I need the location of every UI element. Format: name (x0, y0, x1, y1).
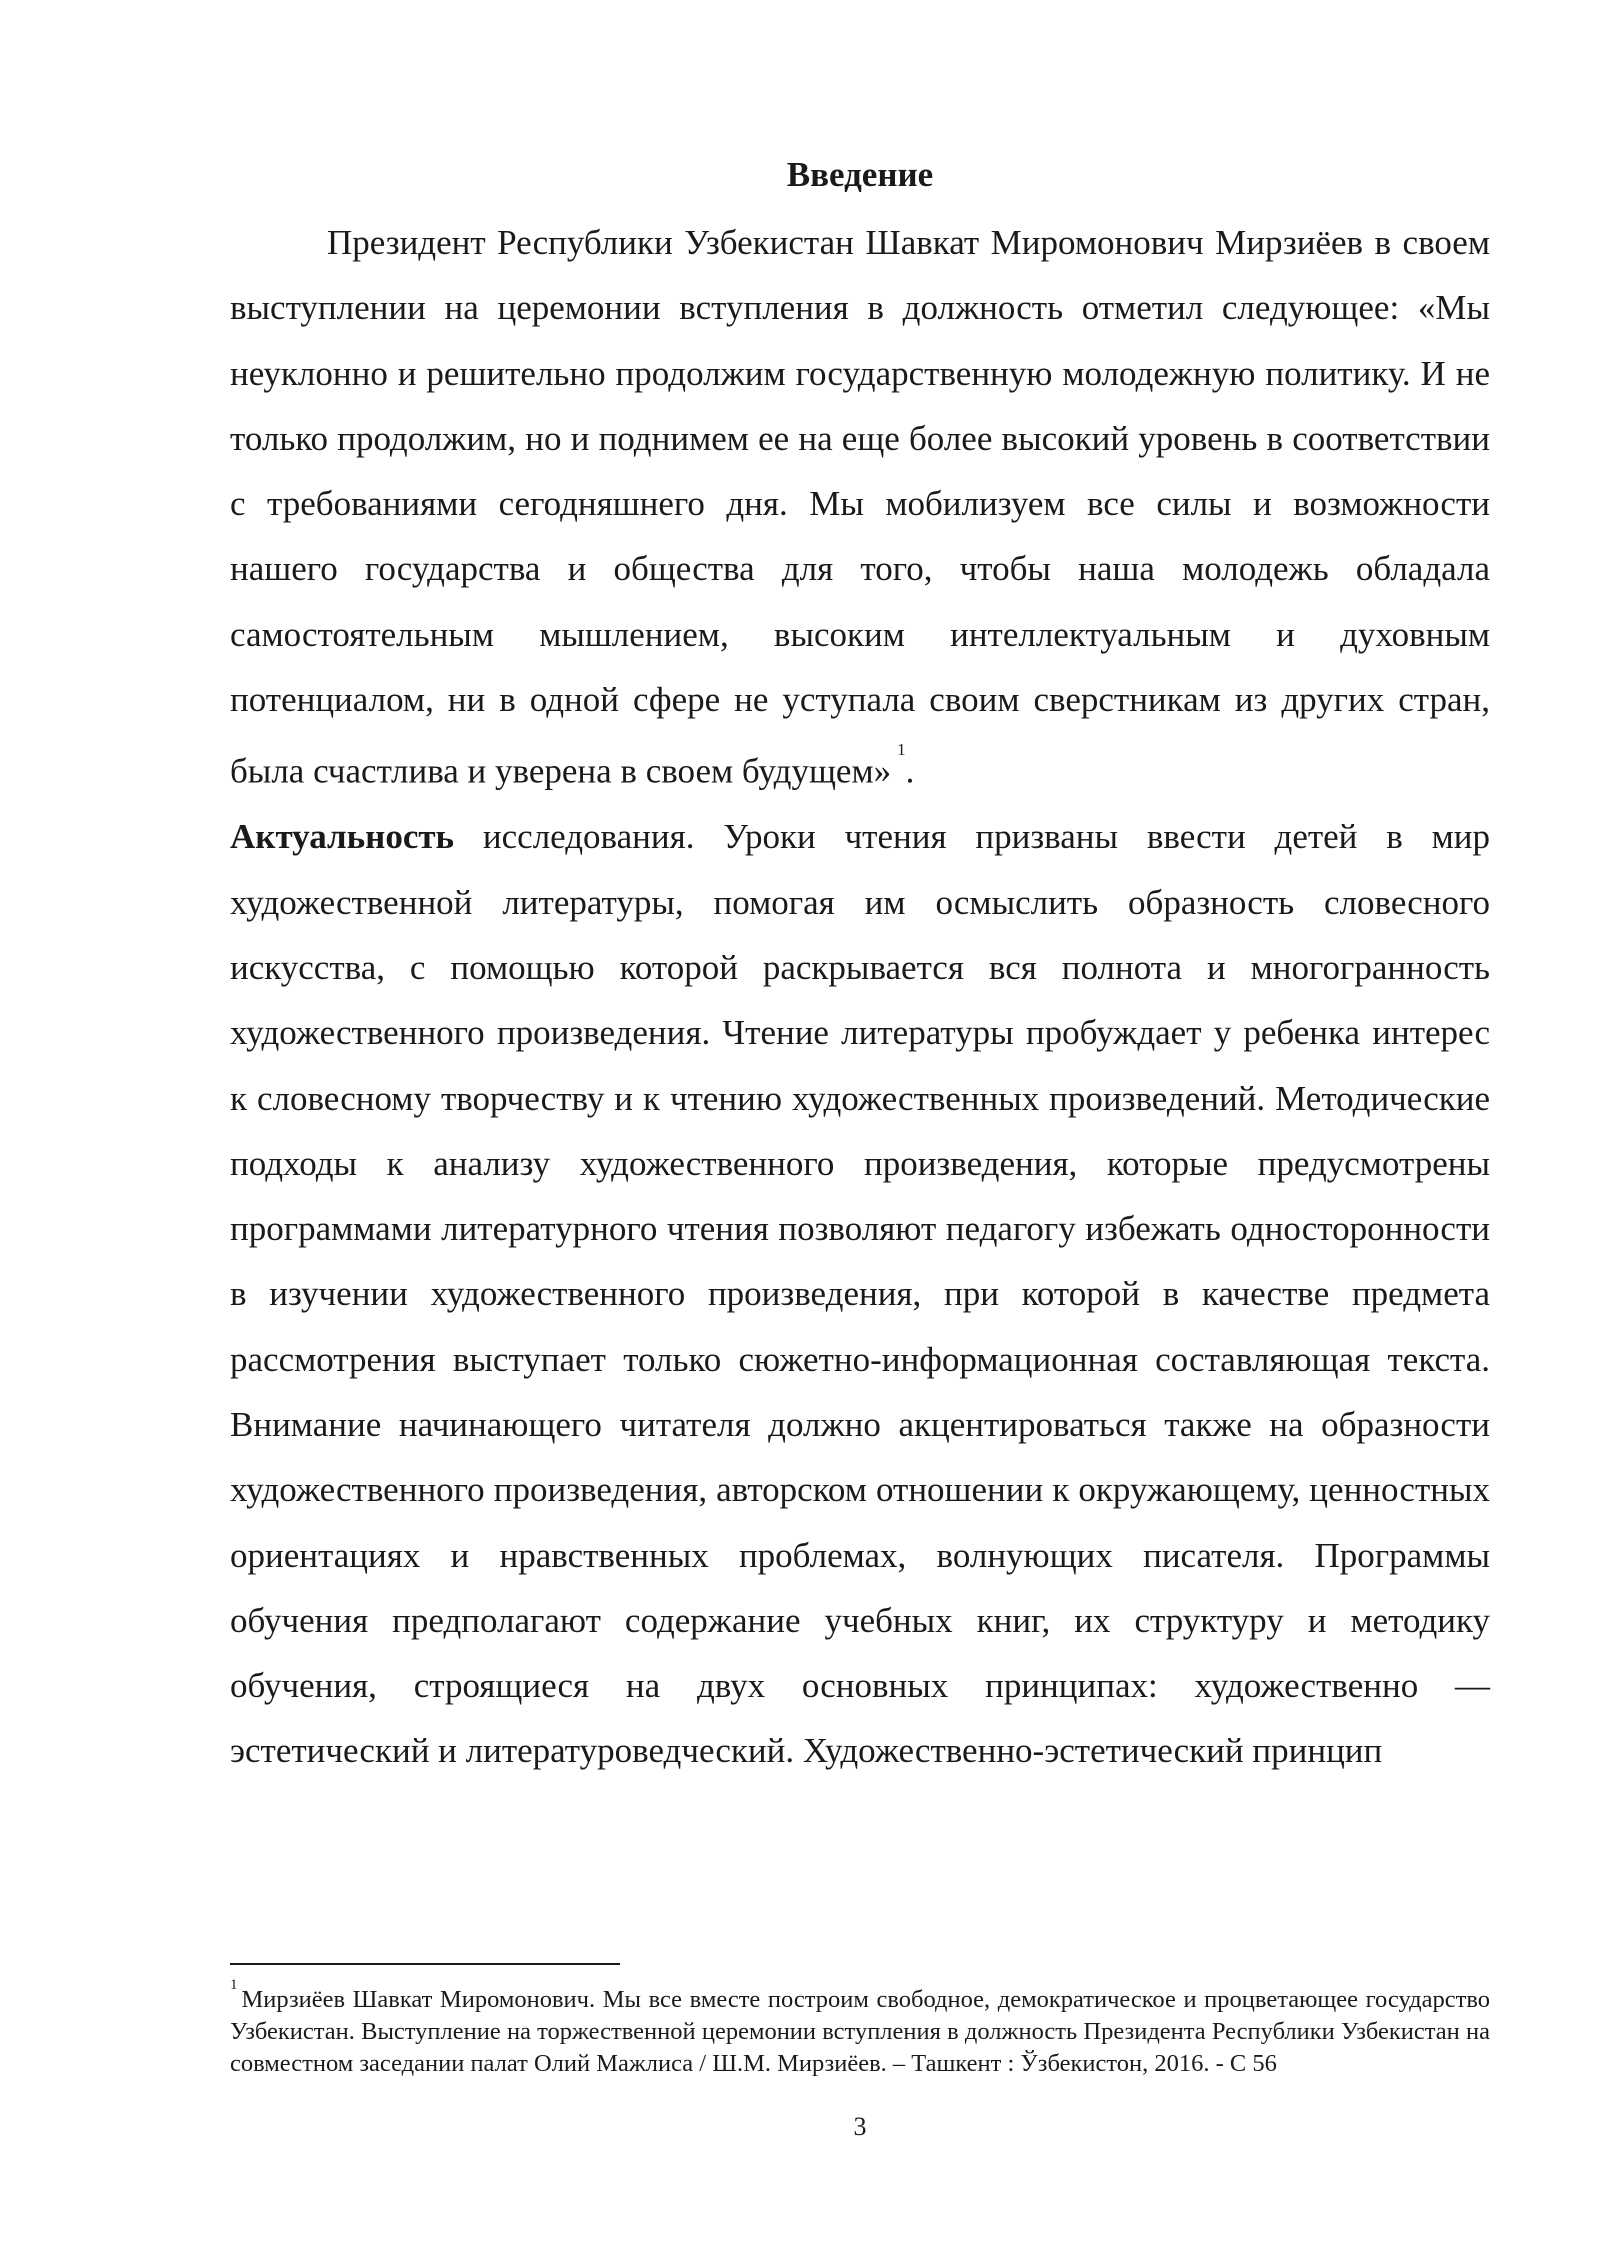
section-heading: Введение (786, 155, 934, 194)
intro-paragraph-text: Президент Республики Узбекистан Шавкат Миромонович Мирзиёев в своем выступлении на церемонии вступления в должность отметил следующее: «Мы неуклонно и решительно продолжим государственную молодежную политику. И не только продолжим, но и поднимем ее на еще более высокий уровень в соответствии с требованиями сегодняшнего дня. Мы мобилизуем все силы и возможности нашего государства и общества для того, чтобы наша молодежь обладала самостоятельным мышлением, высоким интеллектуальным и духовным потенциалом, ни в одной сфере не уступала своим сверстникам из других стран, была счастлива и уверена в своем будущем» (230, 223, 1490, 792)
page-number: 3 (853, 2112, 867, 2141)
relevance-paragraph (230, 804, 1490, 1783)
intro-paragraph (230, 210, 1490, 804)
body-text (230, 210, 1490, 1784)
footnote-text: Мирзиёев Шавкат Миромонович. Мы все вместе построим свободное, демократическое и процветающее государство Узбекистан. Выступление на торжественной церемонии вступления в должность Президента Республики Узбекистан на совместном заседании палат Олий Мажлиса / Ш.М. Мирзиёев. – Ташкент : Ўзбекистон, 2016. - С 56 (230, 1986, 1490, 2078)
footnote-reference[interactable]: 1 (897, 740, 906, 760)
footnote-number: 1 (230, 1977, 238, 1993)
relevance-lead-bold: Актуальность (230, 817, 455, 857)
relevance-paragraph-text: исследования. Уроки чтения призваны ввести детей в мир художественной литературы, помогая им осмыслить образность словесного искусства, с помощью которой раскрывается вся полнота и многогранность художественного произведения. Чтение литературы пробуждает у ребенка интерес к словесному творчеству и к чтению художественных произведений. Методические подходы к анализу художественного произведения, которые предусмотрены программами литературного чтения позволяют педагогу избежать односторонности в изучении художественного произведения, при которой в качестве предмета рассмотрения выступает только сюжетно-информационная составляющая текста. Внимание начинающего читателя должно акцентироваться также на образности художественного произведения, авторском отношении к окружающему, ценностных ориентациях и нравственных проблемах, волнующих писателя. Программы обучения предполагают содержание учебных книг, их структуру и методику обучения, строящиеся на двух основных принципах: художественно — эстетический и литературоведческий. Художественно-эстетический принцип (230, 817, 1490, 1771)
intro-paragraph-end: . (905, 752, 915, 792)
footnote (230, 1978, 1490, 2080)
footnote-separator (230, 1963, 620, 1965)
